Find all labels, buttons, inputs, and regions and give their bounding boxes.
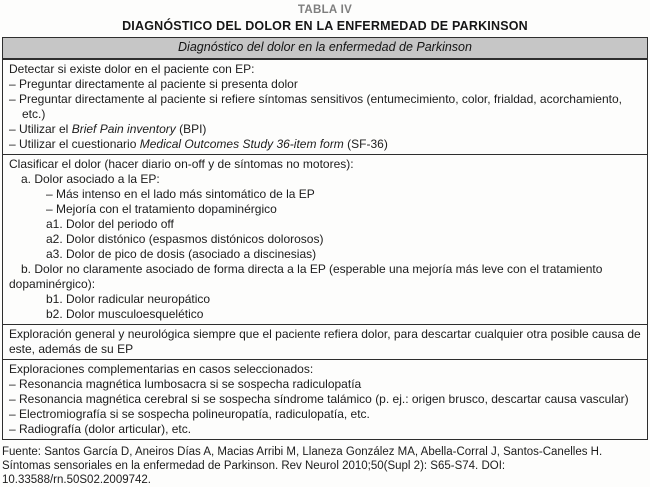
list-item-text: (BPI) [175,122,207,136]
list-item: – Radiografía (dolor articular), etc. [9,422,192,436]
list-item: – Electromiografía si se sospecha polineuropatía, radiculopatía, etc. [9,407,370,421]
table-caption [0,0,650,33]
list-item-text: – Utilizar el cuestionario [9,137,140,151]
list-item: – Preguntar directamente al paciente si refiere síntomas sensitivos (entumecimiento, color, frialdad, acorchamiento, etc.) [9,92,622,121]
list-item [9,137,641,152]
table-header-label: Diagnóstico del dolor en la enfermedad de Parkinson [178,40,472,54]
section-title: Clasificar el dolor (hacer diario on-off y de síntomas no motores): [9,157,354,171]
list-item: a2. Dolor distónico (espasmos distónicos dolorosos) [46,232,324,246]
list-item: – Resonancia magnética lumbosacra si se sospecha radiculopatía [9,377,362,391]
list-item: – Resonancia magnética cerebral si se sospecha síndrome talámico (p. ej.: origen brusco, descartar causa vascular) [9,392,629,406]
list-item: b1. Dolor radicular neuropático [46,292,211,306]
list-item: a1. Dolor del periodo off [46,217,174,231]
table-number: TABLA IV [297,4,353,16]
row-classify-pain [3,155,647,325]
list-item [9,122,641,137]
table-title: DIAGNÓSTICO DEL DOLOR EN LA ENFERMEDAD DE PARKINSON [122,19,528,33]
list-item: – Preguntar directamente al paciente si presenta dolor [9,77,298,91]
source-citation: Fuente: Santos García D, Aneiros Días A, Macias Arribi M, Llaneza González MA, Abella-Corral J, Santos-Canelles H. Síntomas sensoriales en la enfermedad de Parkinson. Rev Neurol 2010;50(Supl 2): S65-S74. DOI: 10.33588/rn.50S02.2009742. [2,446,603,486]
row-detect-pain [3,60,647,155]
list-item-text: – Utilizar el [9,122,72,136]
section-title: Exploraciones complementarias en casos seleccionados: [9,362,314,376]
section-title: Detectar si existe dolor en el paciente con EP: [9,62,255,76]
diagnosis-table [2,37,648,440]
list-item-text: (SF-36) [343,137,388,151]
list-item: b. Dolor no claramente asociado de forma directa a la EP (esperable una mejoría más leve con el tratamiento dopaminérgico): [9,262,603,291]
row-complementary-tests [3,360,647,439]
list-item: a3. Dolor de pico de dosis (asociado a discinesias) [46,247,317,261]
list-item-italic-term: Brief Pain inventory [71,122,176,136]
list-item-italic-term: Medical Outcomes Study 36-item form [139,137,344,151]
list-item: b2. Dolor musculoesquelético [46,307,204,321]
list-item: a. Dolor asociado a la EP: [21,172,160,186]
table-header-bar [3,38,647,60]
section-paragraph: Exploración general y neurológica siempre que el paciente refiera dolor, para descartar cualquier otra posible causa de este, además de su EP [9,327,641,356]
list-item: – Mejoría con el tratamiento dopaminérgico [46,202,277,216]
list-item: – Más intenso en el lado más sintomático de la EP [46,187,315,201]
row-exploration [3,325,647,360]
